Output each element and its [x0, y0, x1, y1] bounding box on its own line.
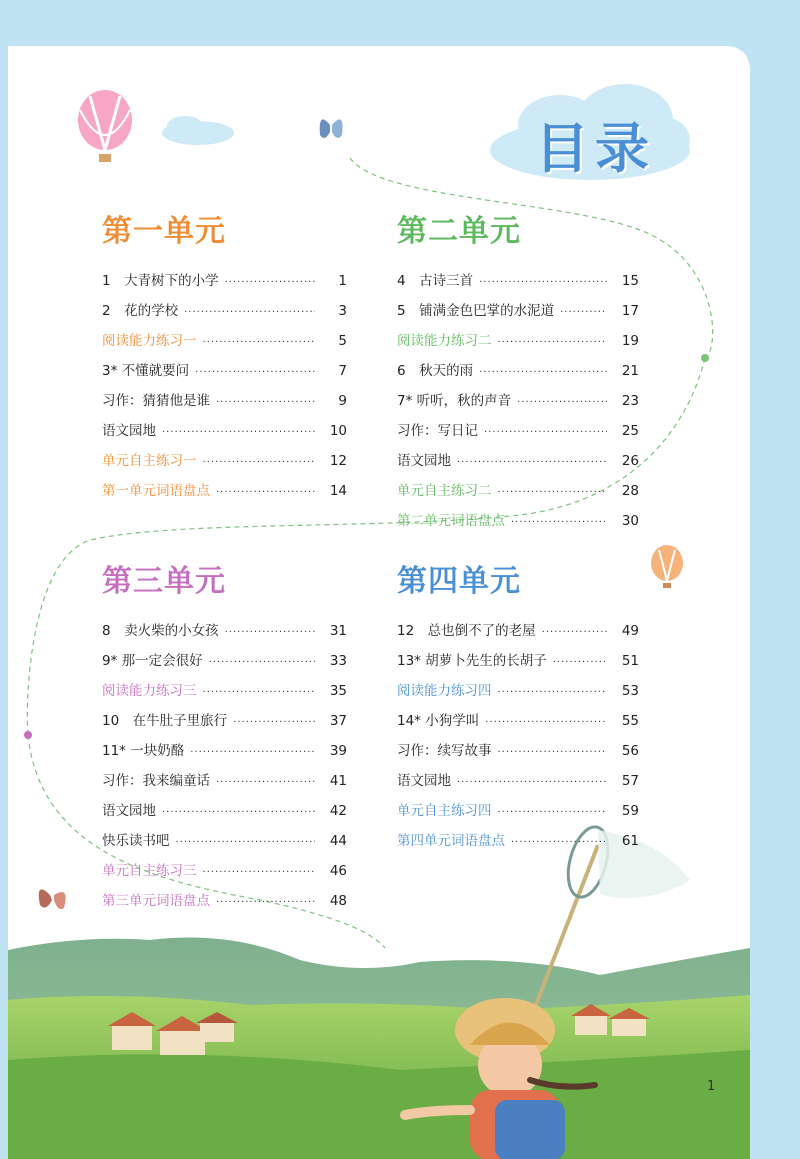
dot-leader: [203, 328, 316, 358]
toc-entry-page: 42: [329, 803, 347, 819]
toc-entry-label: 习作：写日记: [397, 423, 478, 439]
toc-entry[interactable]: [102, 356, 347, 386]
dot-leader: [203, 858, 316, 888]
toc-entry[interactable]: [397, 386, 639, 416]
toc-entry-label: 7* 听听，秋的声音: [397, 393, 512, 409]
toc-entry-page: 56: [621, 743, 639, 759]
toc-entry-page: 28: [621, 483, 639, 499]
toc-entry-label: 3* 不懂就要问: [102, 363, 190, 379]
toc-entry-page: 3: [338, 303, 347, 319]
unit-title: 第一单元: [102, 214, 226, 249]
dot-leader: [511, 508, 607, 538]
dot-leader: [498, 328, 608, 358]
toc-entry[interactable]: [397, 416, 639, 446]
dot-leader: [498, 478, 608, 508]
toc-entry[interactable]: [397, 446, 639, 476]
toc-entry-page: 30: [621, 513, 639, 529]
toc-entry[interactable]: [102, 766, 347, 796]
toc-entry-label: 习作：我来编童话: [102, 773, 210, 789]
dot-leader: [457, 768, 607, 798]
toc-entry[interactable]: [102, 826, 347, 856]
toc-entry[interactable]: [102, 476, 347, 506]
dot-leader: [511, 828, 607, 858]
toc-entry-page: 41: [329, 773, 347, 789]
toc-entry[interactable]: [102, 736, 347, 766]
toc-entry[interactable]: [397, 826, 639, 856]
toc-entry-label: 2 花的学校: [102, 303, 179, 319]
dot-leader: [190, 738, 315, 768]
toc-entry[interactable]: [397, 506, 639, 536]
toc-entry-page: 51: [621, 653, 639, 669]
toc-entry-label: 语文园地: [102, 803, 156, 819]
toc-entry-page: 1: [338, 273, 347, 289]
toc-entry-label: 5 铺满金色巴掌的水泥道: [397, 303, 555, 319]
toc-entry-label: 单元自主练习四: [397, 803, 492, 819]
toc-entry[interactable]: [102, 706, 347, 736]
dot-leader: [485, 708, 607, 738]
toc-entry-label: 阅读能力练习一: [102, 333, 197, 349]
toc-entry-page: 59: [621, 803, 639, 819]
toc-entry[interactable]: [397, 616, 639, 646]
toc-entry-label: 4 古诗三首: [397, 273, 474, 289]
toc-entry-label: 单元自主练习一: [102, 453, 197, 469]
toc-entry[interactable]: [102, 296, 347, 326]
toc-entry[interactable]: [102, 326, 347, 356]
toc-entry-label: 11* 一块奶酪: [102, 743, 185, 759]
dot-leader: [184, 298, 315, 328]
toc-entry[interactable]: [397, 326, 639, 356]
toc-entry[interactable]: [102, 446, 347, 476]
toc-entry-label: 第三单元词语盘点: [102, 893, 210, 909]
dot-leader: [553, 648, 607, 678]
dot-leader: [479, 268, 607, 298]
unit-2-section: [397, 212, 639, 536]
toc-entry-page: 44: [329, 833, 347, 849]
dot-leader: [479, 358, 607, 388]
toc-entry[interactable]: [397, 706, 639, 736]
dot-leader: [195, 358, 315, 388]
toc-entry-label: 阅读能力练习二: [397, 333, 492, 349]
toc-entry[interactable]: [397, 356, 639, 386]
toc-entry-label: 快乐读书吧: [102, 833, 170, 849]
dot-leader: [560, 298, 607, 328]
toc-entry[interactable]: [397, 736, 639, 766]
dot-leader: [216, 478, 315, 508]
toc-entry[interactable]: [102, 616, 347, 646]
toc-entry-page: 10: [329, 423, 347, 439]
dot-leader: [162, 418, 315, 448]
toc-entry-page: 61: [621, 833, 639, 849]
toc-entry[interactable]: [397, 766, 639, 796]
toc-entry-page: 5: [338, 333, 347, 349]
unit-title: 第四单元: [397, 564, 521, 599]
toc-entry-page: 25: [621, 423, 639, 439]
toc-entry[interactable]: [102, 386, 347, 416]
toc-entry[interactable]: [102, 886, 347, 916]
toc-entry-label: 语文园地: [397, 773, 451, 789]
toc-entry-label: 阅读能力练习三: [102, 683, 197, 699]
dot-leader: [484, 418, 607, 448]
dot-leader: [517, 388, 607, 418]
toc-entry-page: 26: [621, 453, 639, 469]
toc-entry-page: 9: [338, 393, 347, 409]
dot-leader: [233, 708, 315, 738]
toc-entry-label: 第四单元词语盘点: [397, 833, 505, 849]
toc-entry-label: 第二单元词语盘点: [397, 513, 505, 529]
toc-entry[interactable]: [102, 416, 347, 446]
dot-leader: [176, 828, 316, 858]
toc-entry-label: 习作：续写故事: [397, 743, 492, 759]
dot-leader: [498, 738, 608, 768]
toc-entry-page: 37: [329, 713, 347, 729]
dot-leader: [498, 798, 608, 828]
page-number: 1: [707, 1079, 716, 1094]
dot-leader: [457, 448, 607, 478]
unit-4-section: [397, 562, 639, 856]
toc-entry-page: 23: [621, 393, 639, 409]
unit-title: 第三单元: [102, 564, 226, 599]
toc-entry-label: 习作：猜猜他是谁: [102, 393, 210, 409]
dot-leader: [216, 888, 315, 918]
dot-leader: [216, 768, 315, 798]
toc-entry-label: 语文园地: [102, 423, 156, 439]
dot-leader: [203, 448, 316, 478]
unit-1-section: [102, 212, 347, 506]
toc-entry-label: 12 总也倒不了的老屋: [397, 623, 536, 639]
dot-leader: [203, 678, 316, 708]
toc-entry-label: 1 大青树下的小学: [102, 273, 219, 289]
unit-3-section: [102, 562, 347, 916]
page-title: 目录: [535, 117, 655, 180]
toc-entry-label: 8 卖火柴的小女孩: [102, 623, 219, 639]
dot-leader: [225, 618, 315, 648]
toc-entry-page: 53: [621, 683, 639, 699]
toc-entry-page: 19: [621, 333, 639, 349]
dot-leader: [216, 388, 315, 418]
toc-entry-label: 语文园地: [397, 453, 451, 469]
toc-entry[interactable]: [397, 476, 639, 506]
unit-title: 第二单元: [397, 214, 521, 249]
toc-entry-page: 39: [329, 743, 347, 759]
toc-entry-label: 13* 胡萝卜先生的长胡子: [397, 653, 547, 669]
toc-entry-page: 31: [329, 623, 347, 639]
toc-entry-label: 第一单元词语盘点: [102, 483, 210, 499]
toc-entry-label: 14* 小狗学叫: [397, 713, 480, 729]
toc-entry[interactable]: [102, 856, 347, 886]
toc-entry-page: 35: [329, 683, 347, 699]
toc-entry[interactable]: [102, 676, 347, 706]
toc-entry-label: 6 秋天的雨: [397, 363, 474, 379]
toc-entry-label: 单元自主练习三: [102, 863, 197, 879]
toc-entry[interactable]: [397, 796, 639, 826]
toc-entry-page: 17: [621, 303, 639, 319]
toc-entry-label: 9* 那一定会很好: [102, 653, 203, 669]
dot-leader: [209, 648, 315, 678]
toc-entry-page: 46: [329, 863, 347, 879]
toc-entry-page: 7: [338, 363, 347, 379]
dot-leader: [542, 618, 607, 648]
toc-entry-page: 14: [329, 483, 347, 499]
toc-entry-page: 57: [621, 773, 639, 789]
toc-entry[interactable]: [102, 646, 347, 676]
toc-entry[interactable]: [397, 646, 639, 676]
toc-entry-page: 48: [329, 893, 347, 909]
toc-entry[interactable]: [102, 796, 347, 826]
toc-entry-page: 12: [329, 453, 347, 469]
toc-entry-label: 阅读能力练习四: [397, 683, 492, 699]
toc-entry-label: 单元自主练习二: [397, 483, 492, 499]
dot-leader: [498, 678, 608, 708]
toc-entry-label: 10 在牛肚子里旅行: [102, 713, 228, 729]
toc-entry-page: 21: [621, 363, 639, 379]
toc-entry[interactable]: [397, 676, 639, 706]
toc-entry-page: 33: [329, 653, 347, 669]
dot-leader: [162, 798, 315, 828]
toc-entry-page: 55: [621, 713, 639, 729]
dot-leader: [225, 268, 315, 298]
toc-entry[interactable]: [397, 266, 639, 296]
toc-entry-page: 49: [621, 623, 639, 639]
toc-entry[interactable]: [102, 266, 347, 296]
toc-entry-page: 15: [621, 273, 639, 289]
toc-entry[interactable]: [397, 296, 639, 326]
